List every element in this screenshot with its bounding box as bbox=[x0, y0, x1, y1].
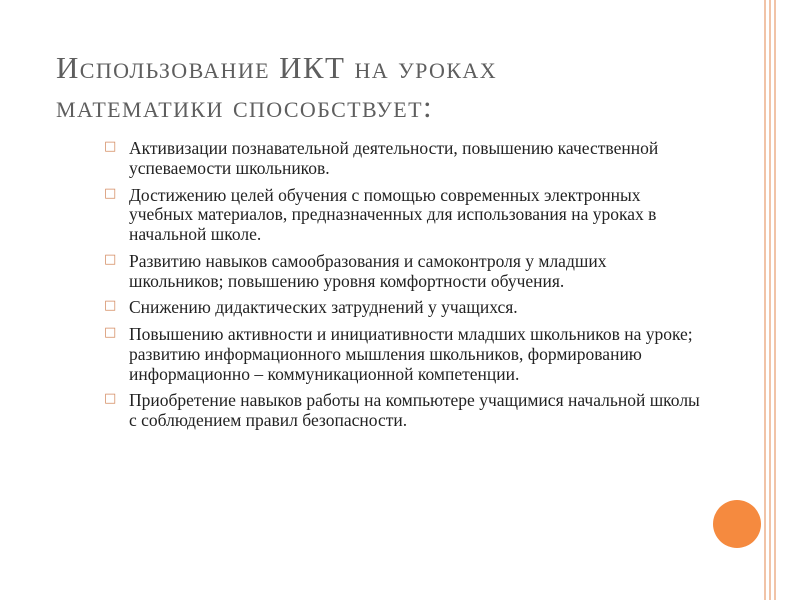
list-item bbox=[104, 391, 704, 431]
slide-title-line: Использование ИКТ на уроках bbox=[56, 50, 497, 85]
square-bullet-icon: □ bbox=[104, 251, 117, 267]
decorative-rail-line bbox=[769, 0, 771, 600]
decorative-rail-line bbox=[764, 0, 766, 600]
slide-title bbox=[56, 48, 696, 126]
list-item-text: Активизации познавательной деятельности, повышению качественной успеваемости школьников. bbox=[129, 138, 659, 178]
list-item bbox=[104, 139, 704, 179]
list-item-text: Развитию навыков самообразования и самоконтроля у младших школьников; повышению уровня комфортности обучения. bbox=[129, 250, 607, 291]
list-item-text: Снижению дидактических затруднений у учащихся. bbox=[129, 297, 518, 318]
square-bullet-icon: □ bbox=[104, 185, 117, 201]
decorative-rail-line bbox=[774, 0, 776, 600]
list-item bbox=[104, 252, 704, 292]
square-bullet-icon: □ bbox=[104, 139, 117, 154]
list-item-text: Повышению активности и инициативности младших школьников на уроке; развитию информационного мышления школьников, формированию информационно – коммуникационной компетенции. bbox=[129, 324, 693, 384]
square-bullet-icon: □ bbox=[104, 325, 117, 341]
list-item bbox=[104, 325, 704, 384]
bullet-list bbox=[104, 139, 704, 438]
list-item bbox=[104, 186, 704, 245]
slide-title-line: математики способствует: bbox=[56, 89, 433, 125]
decorative-circle bbox=[713, 500, 761, 548]
list-item-text: Достижению целей обучения с помощью современных электронных учебных материалов, предназначенных для использования на уроках в начальной школе. bbox=[129, 184, 657, 245]
square-bullet-icon: □ bbox=[104, 391, 117, 407]
list-item-text: Приобретение навыков работы на компьютере учащимися начальной школы с соблюдением правил безопасности. bbox=[129, 390, 700, 431]
list-item bbox=[104, 298, 704, 318]
square-bullet-icon: □ bbox=[104, 298, 117, 314]
